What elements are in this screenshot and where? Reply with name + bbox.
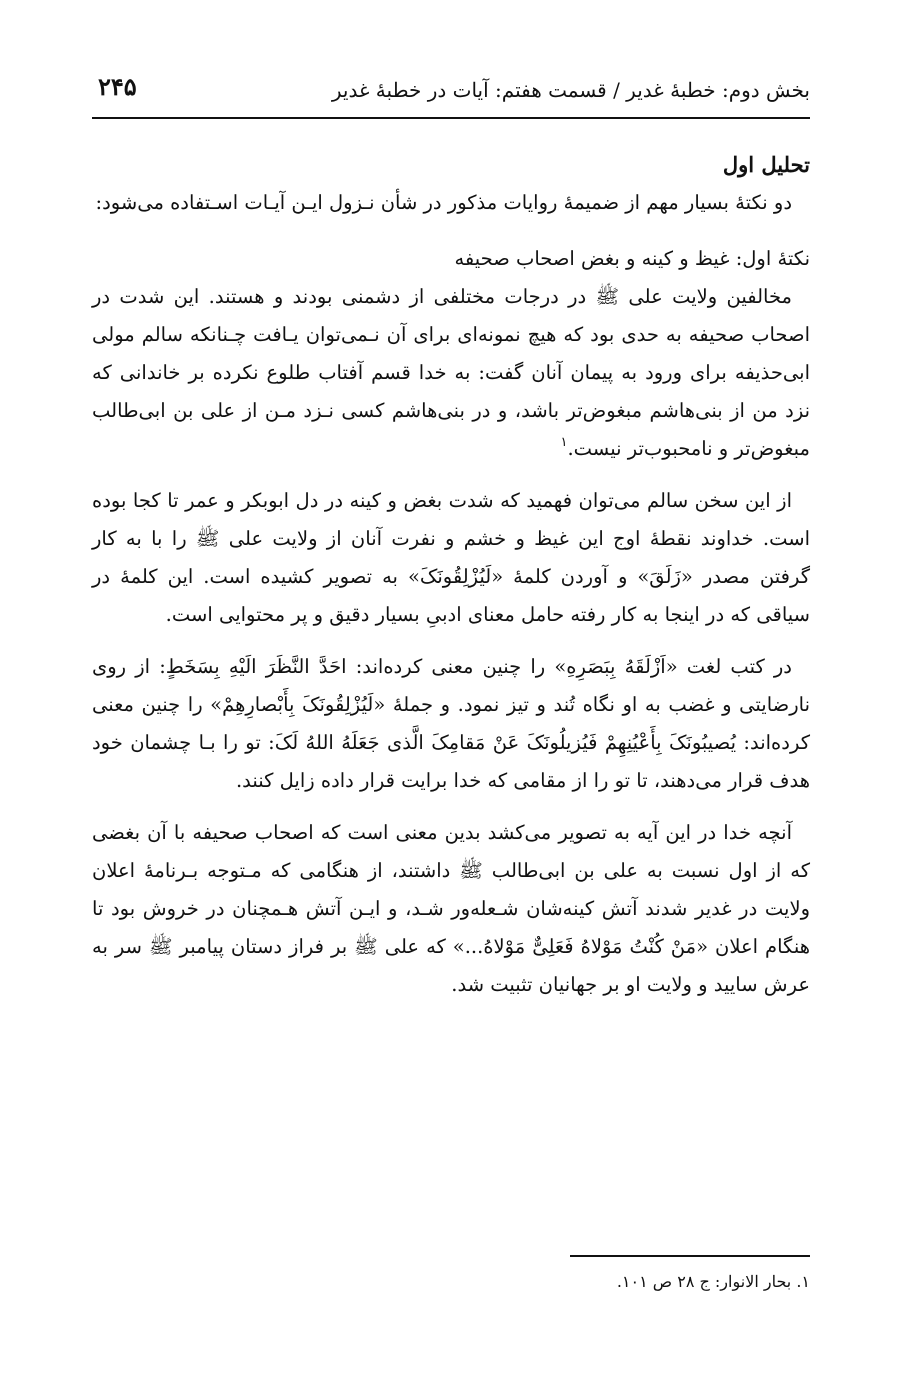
running-header-title: بخش دوم: خطبهٔ غدیر / قسمت هفتم: آیات در خطبهٔ غدیر — [331, 78, 810, 102]
paragraph-1 — [92, 278, 810, 468]
paragraph-2: از این سخن سالم می‌توان فهمید که شدت بغض و کینه در دل ابوبکر و عمر تا کجا بوده است. خداوند نقطهٔ اوج این غیظ و خشم و نفرت آنان از ولایت علی ﷺ را با به کار گرفتن مصدر «زَلَقَ» و آوردن کلمهٔ «لَیُزْلِقُونَکَ» به تصویر کشیده است. این کلمهٔ در سیاقی که در اینجا به کار رفته حامل معنای ادبیِ بسیار دقیق و پر محتوایی است. — [92, 489, 810, 626]
section-heading: تحلیل اول — [722, 152, 810, 177]
paragraph-4: آنچه خدا در این آیه به تصویر می‌کشد بدین معنی است که اصحاب صحیفه با آن بغضی که از اول نسبت به علی بن ابی‌طالب ﷺ داشتند، از هنگامی که مـتوجه بـرنامهٔ اعلان ولایت در غدیر شدند آتش کینه‌شان شـعله‌ور شـد، و ایـن آتش هـمچنان در خروش بود تا هنگام اعلان «مَنْ کُنْتُ مَوْلاهُ فَعَلِیٌّ مَوْلاهُ...» که علی ﷺ بر فراز دستان پیامبر ﷺ سر به عرش سایید و ولایت او بر جهانیان تثبیت شد. — [92, 821, 810, 996]
page-number: ۲۴۵ — [98, 72, 137, 101]
point-one-title: نکتهٔ اول: غیظ و کینه و بغض اصحاب صحیفه — [454, 247, 810, 270]
header-rule — [92, 117, 810, 119]
intro-paragraph: دو نکتهٔ بسیار مهم از ضمیمهٔ روایات مذکور در شأن نـزول ایـن آیـات اسـتفاده می‌شود: — [95, 191, 792, 214]
body-text — [92, 148, 810, 1004]
book-page — [92, 0, 810, 1390]
paragraph-1-text: مخالفین ولایت علی ﷺ در درجات مختلفی از دشمنی بودند و هستند. این شدت در اصحاب صحیفه به حدی بود که هیچ نمونه‌ای برای آن نـمی‌توان یـافت چـنانکه سالم مولی ابی‌حذیفه برای ورود به پیمان آنان گفت: به خدا قسم آفتاب طلوع نکرده بر خاندانی که نزد من از بنی‌هاشم مبغوض‌تر باشد، و در بنی‌هاشم کسی نـزد مـن از علی بن ابی‌طالب مبغوض‌تر و نامحبوب‌تر نیست. — [92, 285, 810, 460]
running-header — [92, 70, 810, 110]
footnote-rule — [570, 1255, 810, 1257]
footnote: ۱. بحار الانوار: ج ۲۸ ص ۱۰۱. — [616, 1272, 810, 1291]
paragraph-3: در کتب لغت «اَزْلَقَهُ بِبَصَرِهِ» را چنین معنی کرده‌اند: احَدَّ النَّظَرَ الَیْهِ بِسَخَطٍ: از روی نارضایتی و غضب به او نگاه تُند و تیز نمود. و جملهٔ «لَیُزْلِقُونَکَ بِأَبْصارِهِمْ» را چنین معنی کرده‌اند: یُصیبُونَکَ بِأَعْیُنِهِمْ فَیُزیلُونَکَ عَنْ مَقامِکَ الَّذی جَعَلَهُ اللهُ لَکَ: تو را بـا چشمان خود هدف قرار می‌دهند، تا تو را از مقامی که خدا برایت قرار داده زایل کنند. — [92, 655, 810, 792]
footnote-reference[interactable]: ۱ — [560, 435, 568, 450]
